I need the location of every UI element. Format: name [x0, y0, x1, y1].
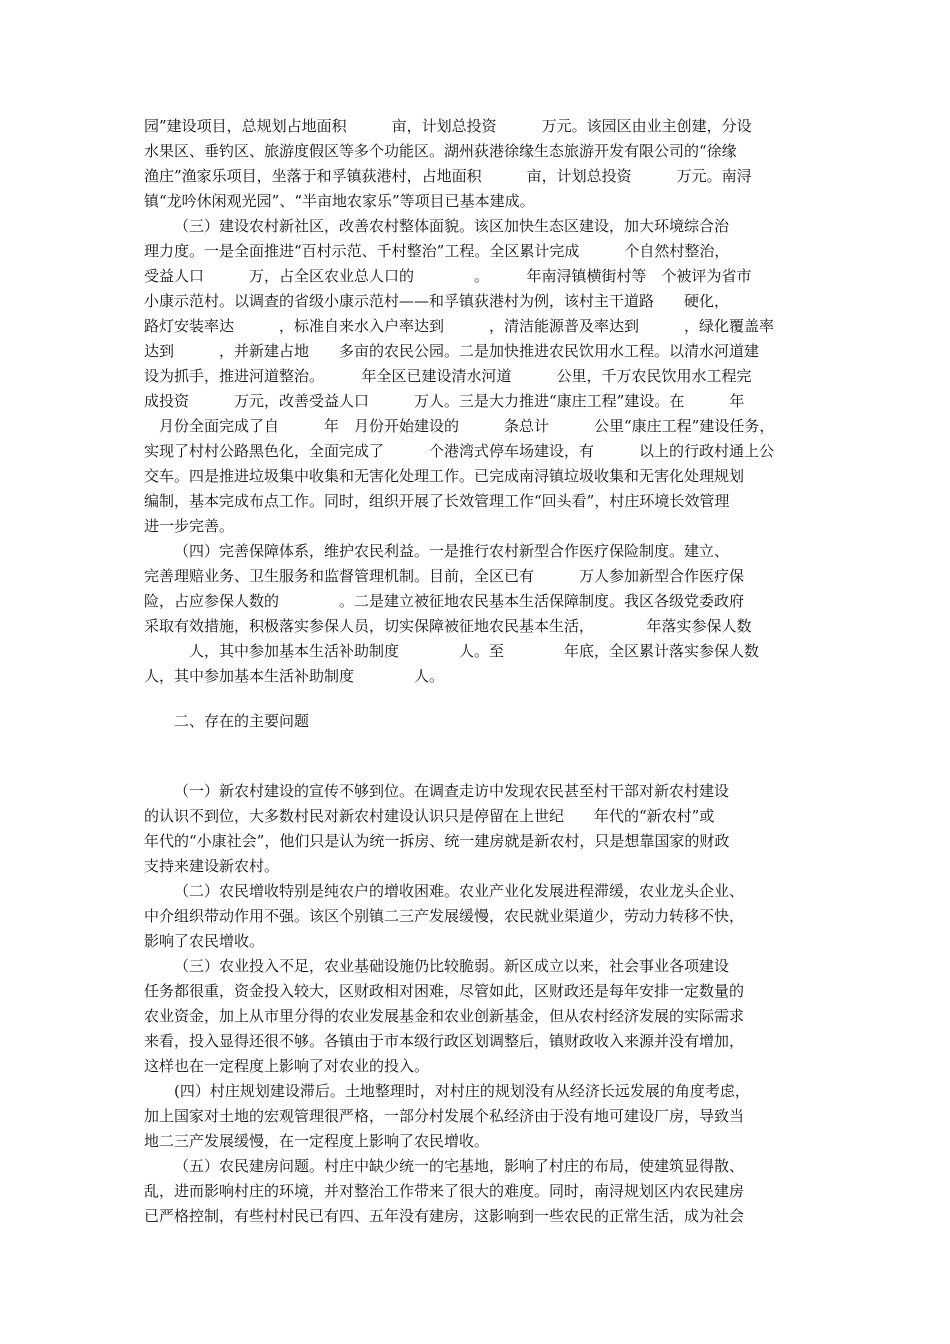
text-line: 编制，基本完成布点工作。同时，组织开展了长效管理工作“回头看”，村庄环境长效管理	[144, 492, 730, 510]
text-line: 人，其中参加基本生活补助制度 人。至 年底，全区累计落实参保人数	[144, 642, 760, 660]
text-line: 来看，投入显得还很不够。各镇由于市本级行政区划调整后，镇财政收入来源并没有增加，	[144, 1032, 745, 1050]
text-line: 影响了农民增收。	[144, 932, 265, 950]
text-line: 月份全面完成了自 年 月份开始建设的 条总计 公里“康庄工程”建设任务，	[144, 417, 775, 435]
text-line: （四）完善保障体系，维护农民利益。一是推行农村新型合作医疗保险制度。建立、	[174, 542, 730, 560]
text-line: 农业资金，加上从市里分得的农业发展基金和农业创新基金，但从农村经济发展的实际需求	[144, 1007, 745, 1025]
text-line: 理力度。一是全面推进“百村示范、千村整治”工程。全区累计完成 个自然村整治，	[144, 242, 730, 260]
text-line: 乱，进而影响村庄的环境，并对整治工作带来了很大的难度。同时，南浔规划区内农民建房	[144, 1182, 745, 1200]
text-line: （三）建设农村新社区，改善农村整体面貌。该区加快生态区建设，加大环境综合治	[174, 217, 730, 235]
text-line: 险，占应参保人数的 。二是建立被征地农民基本生活保障制度。我区各级党委政府	[144, 592, 745, 610]
text-line: （二）农民增收特别是纯农户的增收困难。农业产业化发展进程滞缓，农业龙头企业、	[174, 882, 745, 900]
paragraph-security-system	[144, 539, 814, 689]
document-page	[144, 114, 814, 1229]
text-line: 成投资 万元，改善受益人口 万人。三是大力推进“康庄工程”建设。在 年	[144, 392, 745, 410]
text-line: 镇“龙吟休闲观光园”、“半亩地农家乐”等项目已基本建成。	[144, 192, 535, 210]
text-line: （五）农民建房问题。村庄中缺少统一的宅基地，影响了村庄的布局，使建筑显得散、	[174, 1157, 745, 1175]
text-line: 园”建设项目，总规划占地面积 亩，计划总投资 万元。该园区由业主创建，分设	[144, 117, 752, 135]
text-line: （三）农业投入不足，农业基础设施仍比较脆弱。新区成立以来，社会事业各项建设	[174, 957, 730, 975]
paragraph-new-community	[144, 214, 814, 539]
text-line: 设为抓手，推进河道整治。 年全区已建设清水河道 公里，千万农民饮用水工程完	[144, 367, 752, 385]
paragraph-publicity	[144, 779, 814, 879]
text-line: 完善理赔业务、卫生服务和监督管理机制。目前，全区已有 万人参加新型合作医疗保	[144, 567, 745, 585]
text-line: (四）村庄规划建设滞后。土地整理时，对村庄的规划没有从经济长远发展的角度考虑，	[174, 1082, 750, 1100]
text-line: 路灯安装率达 ，标准自来水入户率达到 ，清洁能源普及率达到 ，绿化覆盖率	[144, 317, 775, 335]
text-line: 采取有效措施，积极落实参保人员，切实保障被征地农民基本生活， 年落实参保人数	[144, 617, 752, 635]
text-line: 人，其中参加基本生活补助制度 人。	[144, 667, 445, 685]
text-line: 进一步完善。	[144, 517, 235, 535]
text-line: 交车。四是推进垃圾集中收集和无害化处理工作。已完成南浔镇垃圾收集和无害化处理规划	[144, 467, 745, 485]
text-line: 已严格控制，有些村村民已有四、五年没有建房，这影响到一些农民的正常生活，成为社会	[144, 1207, 745, 1225]
text-line: 渔庄”渔家乐项目，坐落于和孚镇荻港村，占地面积 亩，计划总投资 万元。南浔	[144, 167, 752, 185]
text-line: 加上国家对土地的宏观管理很严格，一部分村发展个私经济由于没有地可建设厂房，导致当	[144, 1107, 745, 1125]
text-line: 任务都很重，资金投入较大，区财政相对困难，尽管如此，区财政还是每年安排一定数量的	[144, 982, 745, 1000]
paragraph-planning	[144, 1079, 814, 1154]
text-line: 支持来建设新农村。	[144, 857, 280, 875]
paragraph-investment	[144, 954, 814, 1079]
section-heading: 二、存在的主要问题	[174, 712, 310, 730]
text-line: （一）新农村建设的宣传不够到位。在调查走访中发现农民甚至村干部对新农村建设	[174, 782, 730, 800]
text-line: 水果区、垂钓区、旅游度假区等多个功能区。湖州荻港徐缘生态旅游开发有限公司的“徐缘	[144, 142, 737, 160]
text-line: 实现了村村公路黑色化，全面完成了 个港湾式停车场建设，有 以上的行政村通上公	[144, 442, 775, 460]
text-line: 这样也在一定程度上影响了对农业的投入。	[144, 1057, 430, 1075]
paragraph-housing	[144, 1154, 814, 1229]
text-line: 达到 ，并新建占地 多亩的农民公园。二是加快推进农民饮用水工程。以清水河道建	[144, 342, 760, 360]
paragraph-income	[144, 879, 814, 954]
text-line: 年代的“小康社会”，他们只是认为统一拆房、统一建房就是新农村，只是想靠国家的财政	[144, 832, 730, 850]
text-line: 中介组织带动作用不强。该区个别镇二三产发展缓慢，农民就业渠道少，劳动力转移不快，	[144, 907, 745, 925]
paragraph-park-projects	[144, 114, 814, 214]
text-line: 小康示范村。以调查的省级小康示范村——和孚镇荻港村为例，该村主干道路 硬化，	[144, 292, 730, 310]
text-line: 地二三产发展缓慢，在一定程度上影响了农民增收。	[144, 1132, 490, 1150]
text-line: 的认识不到位，大多数村民对新农村建设认识只是停留在上世纪 年代的“新农村”或	[144, 807, 715, 825]
text-line: 受益人口 万，占全区农业总人口的 。 年南浔镇横街村等 个被评为省市	[144, 267, 752, 285]
